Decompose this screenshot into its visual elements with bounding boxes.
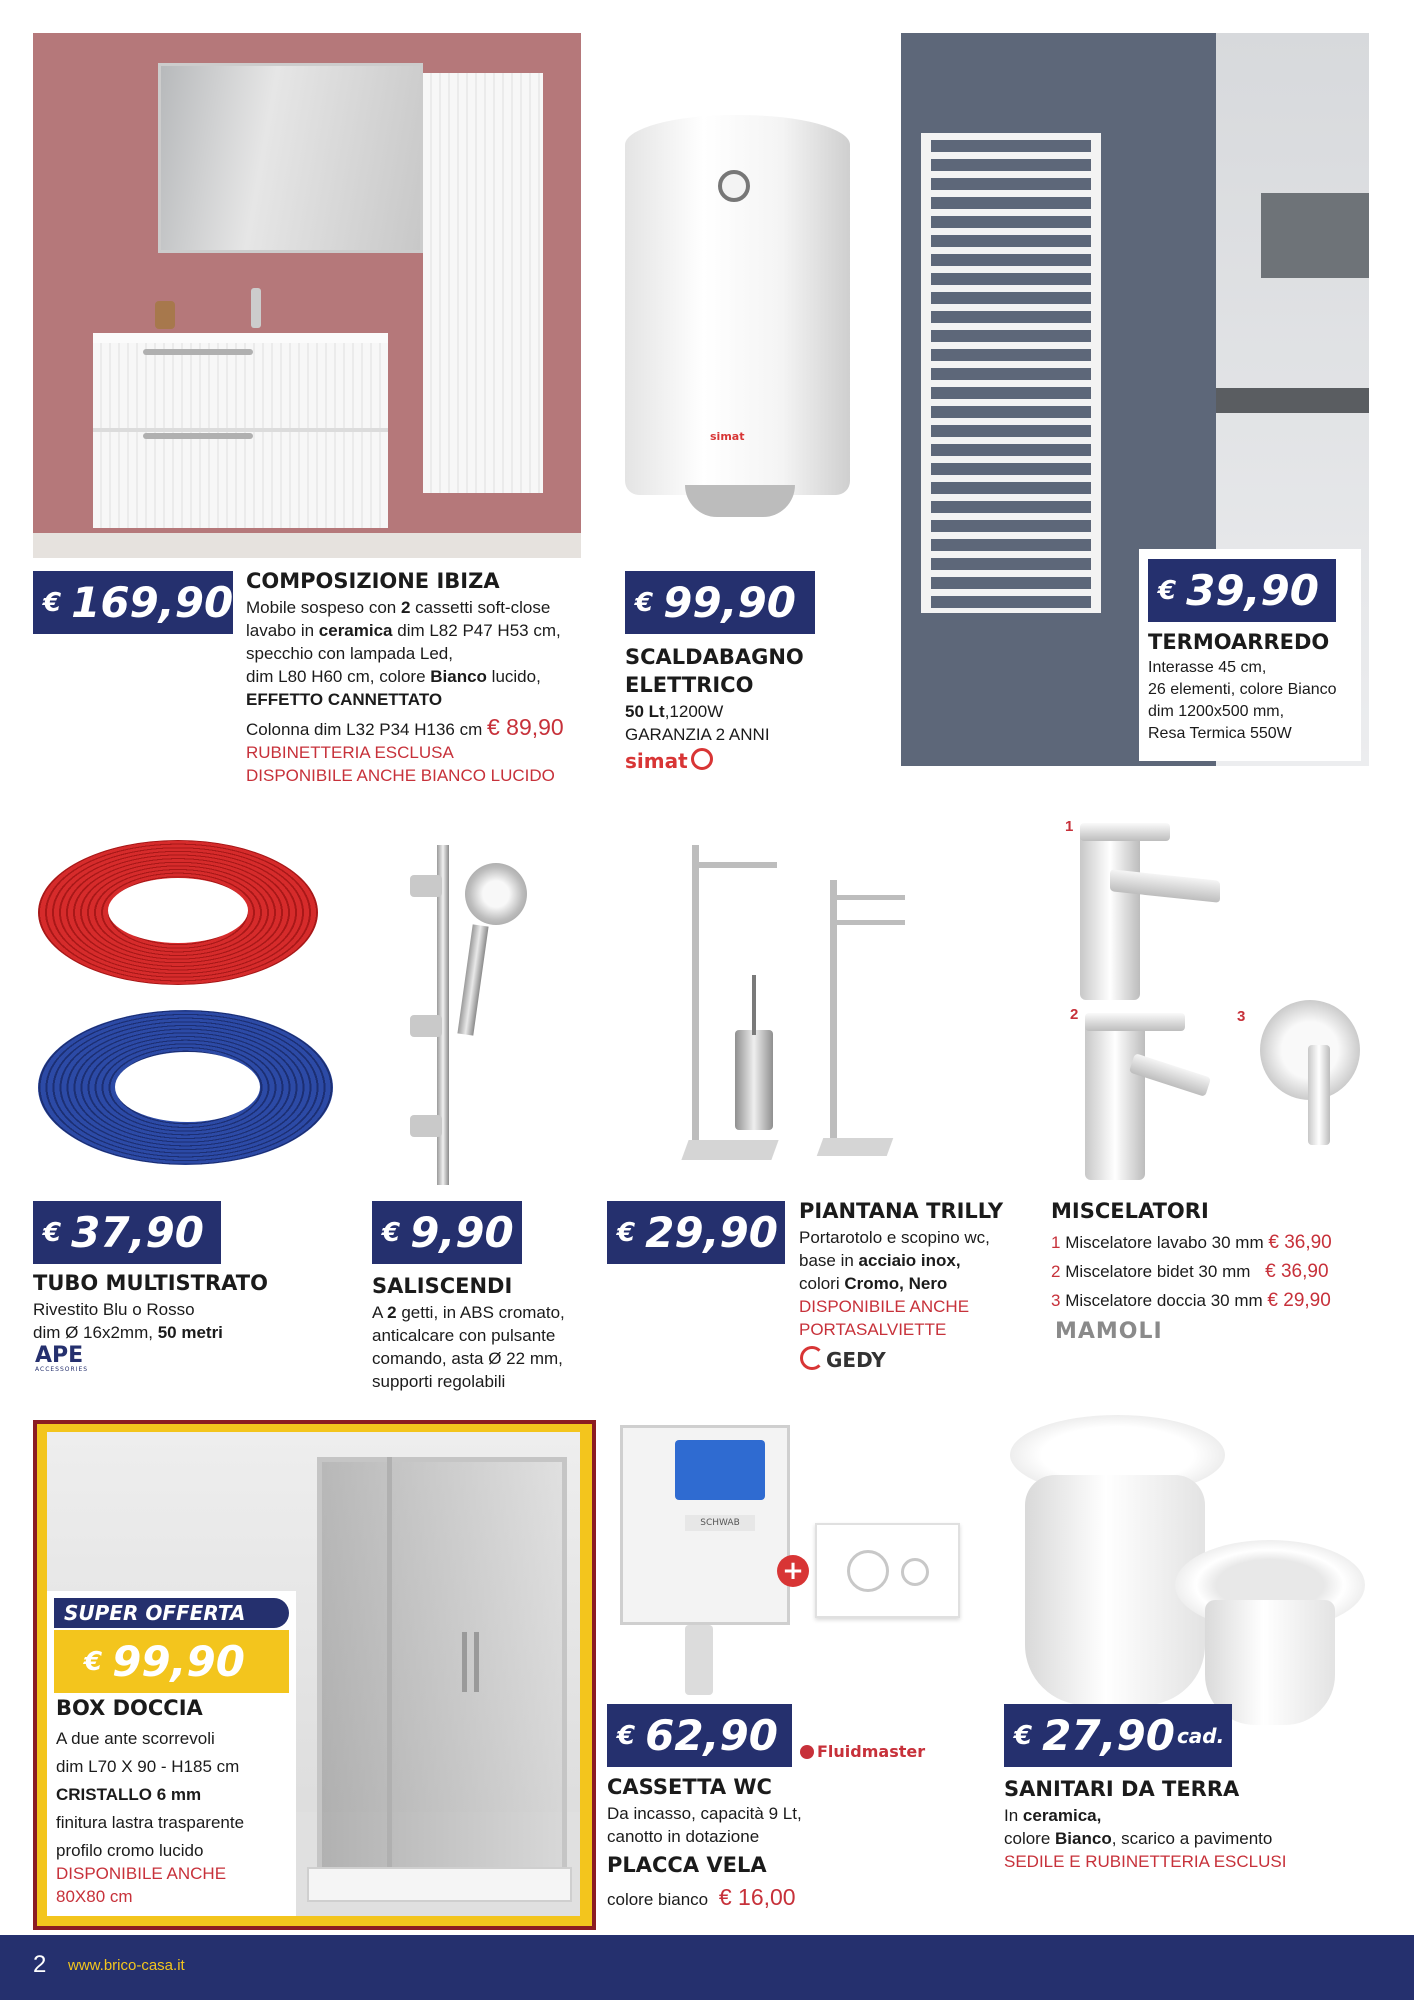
tubo-title: TUBO MULTISTRATO [33,1271,268,1295]
termoarredo-title: TERMOARREDO [1148,630,1330,654]
photo-label-3: 3 [1237,1008,1246,1025]
page-number: 2 [33,1951,47,1978]
currency-symbol: € [43,1217,62,1248]
scaldabagno-title: SCALDABAGNO ELETTRICO [625,645,804,697]
miscelatori-list [1051,1228,1332,1315]
flush-plate [815,1523,960,1618]
placca-price: € 16,00 [718,1884,796,1910]
piantana-photo [680,840,910,1170]
ibiza-note-1: RUBINETTERIA ESCLUSA [246,743,454,762]
box-doccia-description: A due ante scorrevoli dim L70 X 90 - H185 cm CRISTALLO 6 mm finitura lastra trasparente [56,1729,245,1832]
price-value: 39,90 [1186,566,1319,615]
termoarredo-description: Interasse 45 cm, 26 elementi, colore Bianco dim 1200x500 mm, Resa Termica 550W [1148,659,1337,742]
piantana-price [607,1201,785,1264]
price-unit: cad. [1176,1723,1225,1748]
currency-symbol: € [1014,1720,1033,1751]
tubo-description: Rivestito Blu o Rosso dim Ø 16x2mm, 50 metri [33,1300,223,1342]
scaldabagno-price [625,571,815,634]
column-cabinet [423,73,543,493]
tubo-photo [33,830,338,1180]
mirror [158,63,423,253]
super-offerta-badge: SUPER OFFERTA [54,1598,289,1628]
ibiza-colonna: Colonna dim L32 P34 H136 cm € 89,90 [246,714,564,740]
currency-symbol: € [1158,575,1177,606]
currency-symbol: € [617,1217,636,1248]
website-link[interactable]: www.brico-casa.it [68,1957,185,1974]
vanity-unit [93,333,388,528]
faucet-lavabo [1080,825,1140,1000]
faucet-bidet [1085,1015,1145,1180]
miscelatore-item-2: 2 Miscelatore bidet 30 mm € 36,90 [1051,1261,1329,1282]
footer-bar [0,1935,1414,2000]
simat-logo: simat [625,748,713,773]
price-value: 37,90 [71,1208,204,1257]
box-doccia-title: BOX DOCCIA [56,1696,203,1720]
sanitari-description: In ceramica, colore Bianco, scarico a pavimento SEDILE E RUBINETTERIA ESCLUSI [1004,1806,1287,1871]
shower-head [465,863,527,925]
price-value: 27,90 [1042,1711,1175,1760]
schwab-label: SCHWAB [685,1515,755,1531]
placca-title: PLACCA VELA [607,1853,767,1877]
shower-enclosure [317,1457,567,1897]
placca-description: colore bianco € 16,00 [607,1884,796,1910]
ibiza-note-2: DISPONIBILE ANCHE BIANCO LUCIDO [246,766,555,785]
simat-label: simat [710,430,745,443]
ibiza-title: COMPOSIZIONE IBIZA [246,569,500,593]
saliscendi-photo [395,845,545,1185]
fluidmaster-icon [800,1745,814,1759]
tubo-price [33,1201,221,1264]
price-value: 9,90 [410,1208,514,1257]
box-doccia-notes: profilo cromo lucido DISPONIBILE ANCHE 80X80 cm [56,1841,227,1906]
price-value: 169,90 [71,578,234,627]
currency-symbol: € [617,1720,636,1751]
gedy-swoosh-icon [800,1346,824,1370]
miscelatori-photo [1050,815,1370,1185]
sanitari-price [1004,1704,1232,1767]
sanitari-photo [1000,1405,1370,1725]
piantana-title: PIANTANA TRILLY [799,1199,1004,1223]
termoarredo-price [1148,559,1336,622]
currency-symbol: € [382,1217,401,1248]
toilet-brush-holder [735,1030,773,1130]
scaldabagno-photo [620,115,855,520]
mamoli-logo: MAMOLI [1055,1319,1163,1344]
ibiza-price [33,571,233,634]
saliscendi-price [372,1201,522,1264]
ibiza-photo [33,33,581,558]
plus-icon: + [777,1555,809,1587]
currency-symbol: € [84,1646,103,1677]
cassetta-price [607,1704,792,1767]
sanitari-title: SANITARI DA TERRA [1004,1777,1240,1801]
photo-label-2: 2 [1070,1006,1079,1023]
fluidmaster-logo: Fluidmaster [800,1742,925,1761]
saliscendi-description: A 2 getti, in ABS cromato, anticalcare con pulsante comando, asta Ø 22 mm, supporti regolabili [372,1303,565,1391]
currency-symbol: € [43,587,62,618]
gedy-logo: GEDY [800,1346,886,1372]
saliscendi-title: SALISCENDI [372,1274,513,1298]
ape-logo: APE ACCESSORIES [35,1343,89,1373]
miscelatori-title: MISCELATORI [1051,1199,1209,1223]
cassetta-description: Da incasso, capacità 9 Lt, canotto in dotazione [607,1804,802,1846]
colonna-price: € 89,90 [486,714,564,740]
simat-swirl-icon [691,748,713,770]
box-doccia-price [54,1630,289,1693]
piantana-description: Portarotolo e scopino wc, base in acciaio inox, colori Cromo, Nero DISPONIBILE ANCHE PORTASALVIETTE [799,1228,990,1339]
cassetta-title: CASSETTA WC [607,1775,772,1799]
miscelatore-item-3: 3 Miscelatore doccia 30 mm € 29,90 [1051,1290,1331,1311]
photo-label-1: 1 [1065,818,1074,835]
price-value: 99,90 [663,578,796,627]
towel-radiator [921,133,1101,613]
cassetta-photo [615,1425,965,1700]
currency-symbol: € [635,587,654,618]
ibiza-description: Mobile sospeso con 2 cassetti soft-close lavabo in ceramica dim L82 P47 H53 cm, specchio con lampada Led, dim L80 H60 cm, colore Bianco lucido, EFFETTO CANNETTATO [246,598,561,709]
miscelatore-item-1: 1 Miscelatore lavabo 30 mm € 36,90 [1051,1232,1332,1253]
price-value: 62,90 [645,1711,778,1760]
price-value: 29,90 [645,1208,778,1257]
price-value: 99,90 [112,1637,245,1686]
scaldabagno-description: 50 Lt,1200W GARANZIA 2 ANNI [625,702,770,744]
